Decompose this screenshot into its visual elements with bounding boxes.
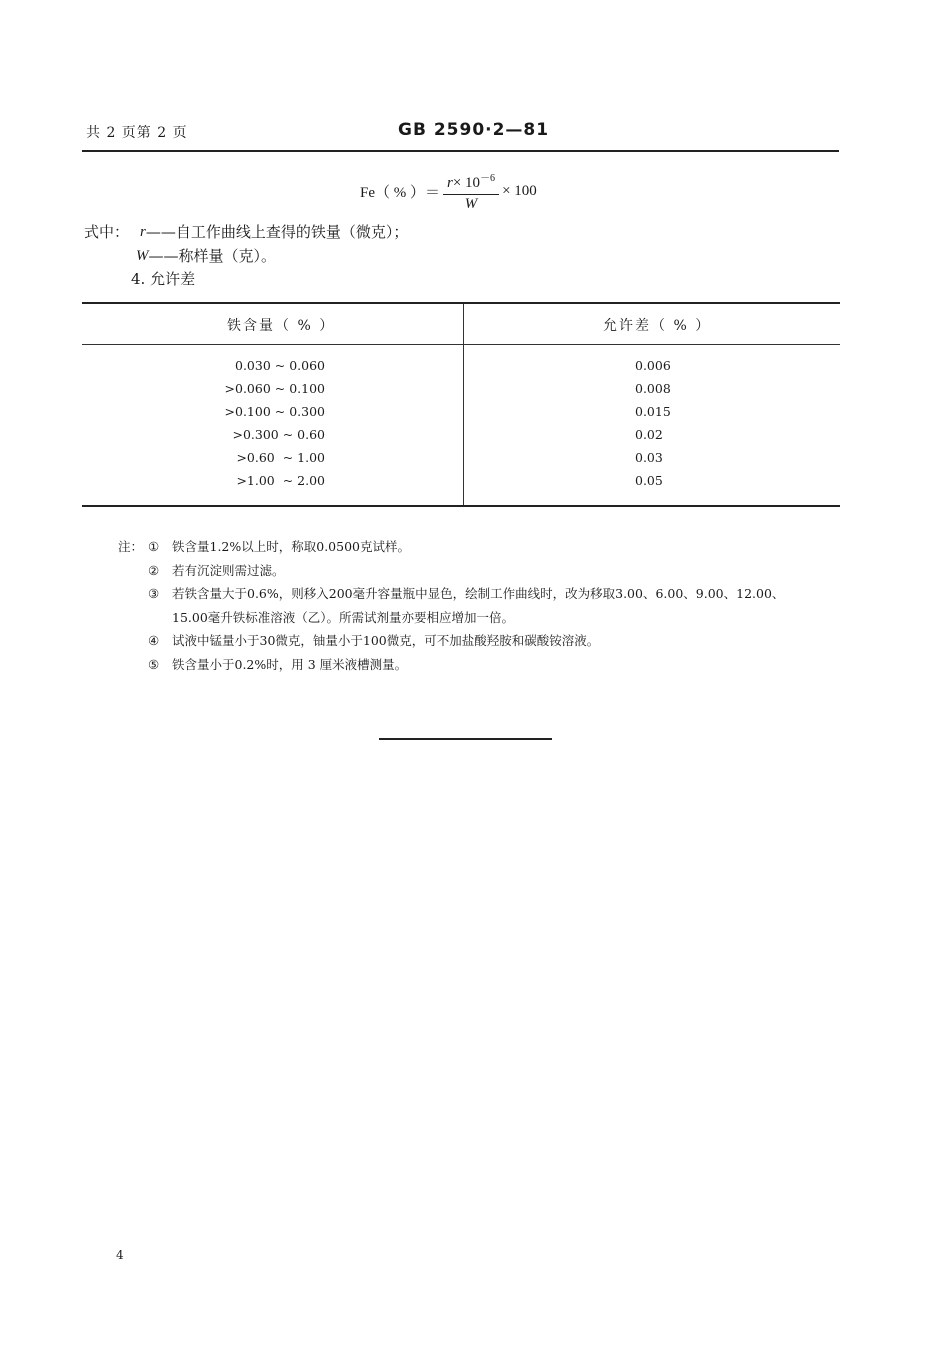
table-cell-range: 0.030 ~ 0.060 [235, 358, 325, 373]
section-title: 4. 允许差 [131, 270, 196, 288]
note-item [118, 629, 784, 653]
legend-desc: ——自工作曲线上查得的铁量（微克）； [145, 223, 409, 241]
notes [118, 535, 784, 676]
note-mark: ③ [148, 586, 160, 601]
legend-line-w [84, 244, 408, 268]
table-cell-tolerance: 0.008 [635, 381, 671, 396]
formula-numerator-var: r [447, 175, 453, 191]
table-cell-tolerance: 0.015 [635, 404, 671, 419]
note-mark: ① [148, 539, 160, 554]
page-info: 共 2 页第 2 页 [86, 125, 188, 141]
header-rule [82, 150, 839, 152]
note-item [118, 559, 784, 583]
table-cell-tolerance: 0.03 [635, 450, 663, 465]
legend-symbol: W [136, 248, 149, 264]
standard-number: GB 2590·2—81 [398, 120, 550, 140]
note-mark: ④ [148, 633, 160, 648]
table-top-rule [82, 302, 840, 304]
legend-desc: ——称样量（克）。 [148, 247, 277, 265]
formula-rhs: × 100 [502, 182, 537, 199]
table-cell-tolerance: 0.02 [635, 427, 663, 442]
iron-formula [360, 168, 537, 214]
table-cell-range: >1.00 ~ 2.00 [236, 473, 325, 488]
table-cell-tolerance: 0.006 [635, 358, 671, 373]
note-text: 铁含量小于0.2%时，用 3 厘米液槽测量。 [172, 656, 408, 672]
formula-denominator: W [464, 196, 478, 212]
table-cell-range: >0.300 ~ 0.60 [232, 427, 325, 442]
table-column-divider [463, 304, 464, 505]
table-cell-tolerance: 0.05 [635, 473, 663, 488]
notes-label: 注： [118, 539, 144, 554]
note-mark: ⑤ [148, 656, 160, 672]
note-text: 若铁含量大于0.6%，则移入200毫升容量瓶中显色，绘制工作曲线时，改为移取3.00、6.00、9.00、12.00、 [172, 586, 785, 601]
note-text: 若有沉淀则需过滤。 [172, 562, 285, 578]
note-item [118, 582, 784, 606]
formula-numerator [443, 169, 499, 195]
table-header-iron-content: 铁含量（ % ） [227, 318, 336, 334]
table-header-tolerance: 允许差（ % ） [603, 318, 712, 334]
page-number: 4 [116, 1248, 124, 1262]
formula-exponent: －6 [480, 173, 496, 184]
note-continuation [118, 606, 784, 630]
note-text: 试液中锰量小于30微克，铀量小于100微克，可不加盐酸羟胺和碳酸铵溶液。 [172, 633, 600, 648]
table-cell-range: >0.060 ~ 0.100 [224, 381, 325, 396]
table-header-rule [82, 344, 840, 345]
formula-lhs: Fe（ % ）＝ [360, 184, 440, 201]
end-rule [379, 738, 552, 740]
note-text: 铁含量1.2%以上时，称取0.0500克试样。 [172, 539, 410, 554]
formula-legend [84, 220, 408, 268]
legend-symbol: r [140, 224, 146, 240]
formula-fraction [443, 169, 499, 213]
note-text: 15.00毫升铁标准溶液（乙）。所需试剂量亦要相应增加一倍。 [172, 609, 515, 625]
legend-line-r [84, 220, 408, 244]
note-mark: ② [148, 562, 160, 578]
table-cell-range: >0.100 ~ 0.300 [224, 404, 325, 419]
table-cell-range: >0.60 ~ 1.00 [236, 450, 325, 465]
table-bottom-rule [82, 505, 840, 507]
note-item [118, 535, 784, 559]
formula-numerator-times: × 10 [452, 175, 481, 191]
note-item [118, 653, 784, 677]
legend-prefix: 式中： [84, 223, 130, 241]
